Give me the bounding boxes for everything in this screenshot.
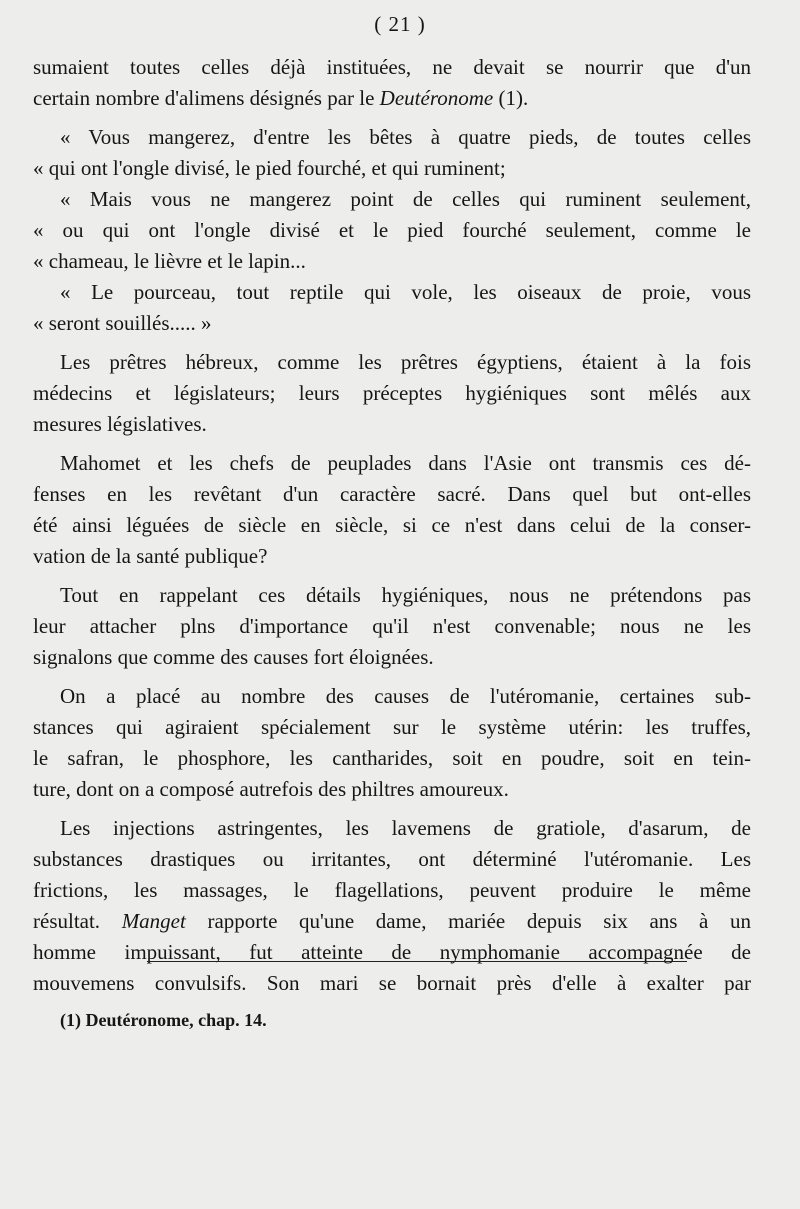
text-line: mouvemens convulsifs. Son mari se bornait près d'elle à exalter par [33, 971, 751, 995]
text-line: Tout en rappelant ces détails hygiéniques, nous ne prétendons pas [60, 583, 751, 607]
footnote: (1) Deutéronome, chap. 14. [60, 1010, 267, 1030]
text-line: leur attacher plns d'importance qu'il n'est convenable; nous ne les [33, 614, 751, 638]
text-line: Les injections astringentes, les lavemens de gratiole, d'asarum, de [60, 816, 751, 840]
text-line: mesures législatives. [33, 412, 207, 436]
footnote-divider [147, 961, 687, 962]
text-line: « Mais vous ne mangerez point de celles qui ruminent seulement, [60, 187, 751, 211]
text-line: « ou qui ont l'ongle divisé et le pied fourché seulement, comme le [33, 218, 751, 242]
text-line: On a placé au nombre des causes de l'utéromanie, certaines sub- [60, 684, 751, 708]
text-line: « Vous mangerez, d'entre les bêtes à quatre pieds, de toutes celles [60, 125, 751, 149]
text-line: le safran, le phosphore, les cantharides, soit en poudre, soit en tein- [33, 746, 751, 770]
text-line: vation de la santé publique? [33, 544, 268, 568]
text-line: frictions, les massages, le flagellations, peuvent produire le même [33, 878, 751, 902]
text-line: « qui ont l'ongle divisé, le pied fourché, et qui ruminent; [33, 156, 506, 180]
text-line: « seront souillés..... » [33, 311, 212, 335]
text-line: ture, dont on a composé autrefois des philtres amoureux. [33, 777, 509, 801]
text-line: signalons que comme des causes fort éloignées. [33, 645, 434, 669]
text-line: certain nombre d'alimens désignés par le Deutéronome (1). [33, 86, 529, 110]
body-text [33, 52, 751, 999]
text-line: été ainsi léguées de siècle en siècle, si ce n'est dans celui de la conser- [33, 513, 751, 537]
text-line: homme impuissant, fut atteinte de nymphomanie accompagnée de [33, 940, 751, 964]
text-line: fenses en les revêtant d'un caractère sacré. Dans quel but ont-elles [33, 482, 751, 506]
text-line: sumaient toutes celles déjà instituées, ne devait se nourrir que d'un [33, 55, 751, 79]
text-line: substances drastiques ou irritantes, ont déterminé l'utéromanie. Les [33, 847, 751, 871]
text-line: stances qui agiraient spécialement sur le système utérin: les truffes, [33, 715, 751, 739]
text-line: résultat. Manget rapporte qu'une dame, mariée depuis six ans à un [33, 909, 751, 933]
text-line: « chameau, le lièvre et le lapin... [33, 249, 306, 273]
text-line: Mahomet et les chefs de peuplades dans l'Asie ont transmis ces dé- [60, 451, 751, 475]
text-line: médecins et législateurs; leurs préceptes hygiéniques sont mêlés aux [33, 381, 751, 405]
text-line: « Le pourceau, tout reptile qui vole, les oiseaux de proie, vous [60, 280, 751, 304]
text-line: Les prêtres hébreux, comme les prêtres égyptiens, étaient à la fois [60, 350, 751, 374]
page-number: ( 21 ) [374, 12, 426, 36]
